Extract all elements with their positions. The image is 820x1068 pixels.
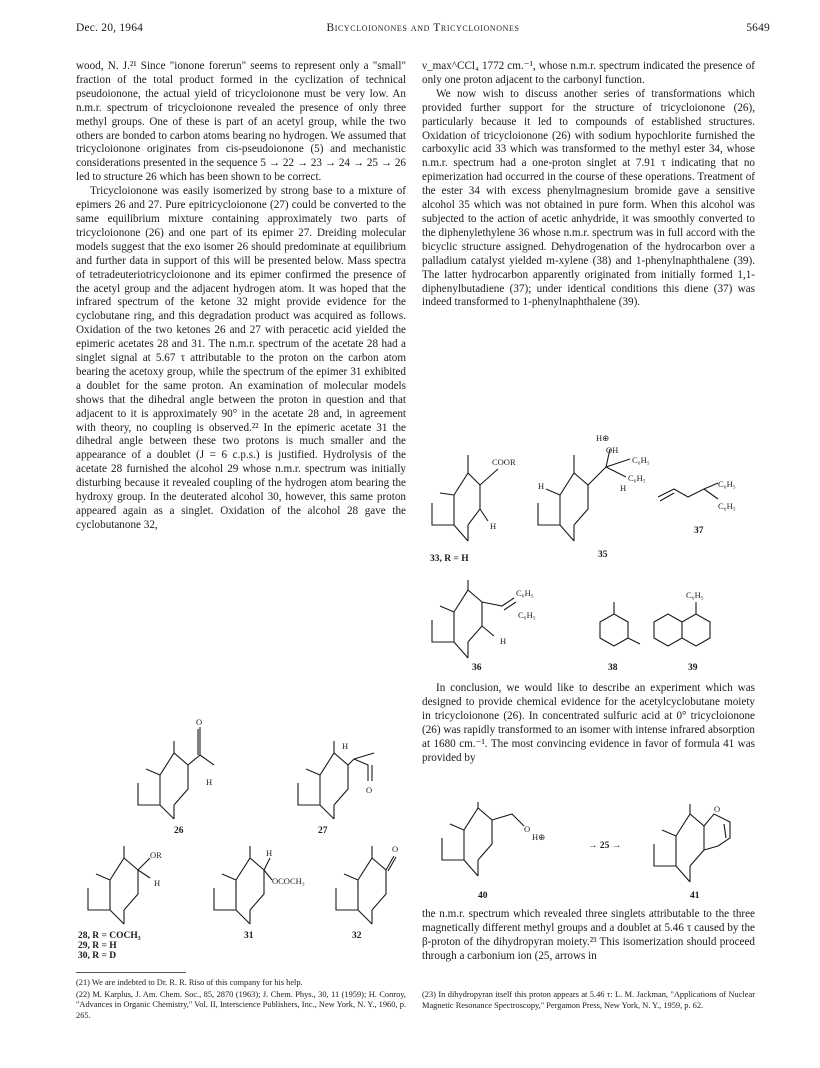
arrow-via-25: → 25 → xyxy=(588,841,622,851)
structure-35 xyxy=(538,433,650,560)
right-paragraph-4: the n.m.r. spectrum which revealed three singlets attributable to the three magnetically different methyl groups and a doublet at 5.46 τ caused by the β-proton of the dihydropyran moiety.²³ This isomerization should proceed through a carbonium ion (25, arrows in xyxy=(422,908,755,962)
label-35: 35 xyxy=(598,550,608,560)
structure-38-m-xylene xyxy=(600,602,640,672)
structure-28-29-30 xyxy=(78,846,162,961)
structure-26 xyxy=(138,717,214,835)
text-o-41: O xyxy=(714,804,721,814)
right-column xyxy=(422,60,755,310)
text-c6h5-a: C₆H₅ xyxy=(632,455,650,465)
text-coor: COOR xyxy=(492,457,516,467)
label-30: 30, R = D xyxy=(78,951,117,961)
text-o-32: O xyxy=(392,844,399,854)
text-h-28: H xyxy=(154,878,161,888)
text-oh: OH xyxy=(606,445,619,455)
text-hplus: H⊕ xyxy=(596,433,610,443)
text-c6h5-g: C₆H₅ xyxy=(686,590,704,600)
text-or: OR xyxy=(150,850,162,860)
footnote-23: (23) In dihydropyran itself this proton appears at 5.46 τ: L. M. Jackman, "Applications of Nuclear Magnetic Resonance Spectroscopy," Pergamon Press, New York, N. Y., 1959, p. 62. xyxy=(422,990,755,1010)
left-paragraph-1: wood, N. J.²¹ Since "ionone forerun" seems to represent only a "small" fraction of the total product formed in the cyclization of technical pseudoionone, the actual yield of tricycloionone must be very low. An n.m.r. spectrum of tricycloionone revealed the presence of only three methyl groups. One of these is part of an acetyl group, while the two others are bonded to carbon atoms bearing no hydrogen. We assumed that tricycloionone originates from cis-pseudoionone (5) and mechanistic considerations presented in the sequence 5 → 22 → 23 → 24 → 25 → 26 led to structure 26 which has been shown to be correct. xyxy=(76,60,406,184)
structure-39-phenylnaphthalene xyxy=(654,590,710,672)
text-hplus-40: H⊕ xyxy=(532,832,546,842)
text-ococh3: OCOCH₃ xyxy=(272,876,305,886)
label-41: 41 xyxy=(690,891,700,901)
right-paragraph-1: ν_max^CCl₄ 1772 cm.⁻¹, whose n.m.r. spectrum indicated the presence of only one proton adjacent to the carbonyl function. xyxy=(422,60,755,86)
label-31: 31 xyxy=(244,931,254,941)
label-33: 33, R = H xyxy=(430,554,469,564)
text-c6h5-c: C₆H₅ xyxy=(718,479,736,489)
label-26: 26 xyxy=(174,826,184,835)
text-c6h5-b: C₆H₅ xyxy=(628,473,646,483)
right-paragraph-3: In conclusion, we would like to describe an experiment which was designed to provide chemical evidence for the acetylcyclobutane moiety in tricycloionone (26). In concentrated sulfuric acid at 0° tricycloionone (26) was rapidly transformed to an isomer with intense infrared absorption at 1680 cm.⁻¹. The most convincing evidence in favor of formula 41 was provided by xyxy=(422,682,755,764)
structure-32 xyxy=(336,844,398,941)
footnote-22: (22) M. Karplus, J. Am. Chem. Soc., 85, 2870 (1963); J. Chem. Phys., 30, 11 (1959); H. Conroy, "Advances in Organic Chemistry," Vol. II, Interscience Publishers, Inc., New York, N. Y., 1960, p. 265. xyxy=(76,989,406,1020)
footnotes-left xyxy=(76,978,406,1022)
label-27: 27 xyxy=(318,826,328,835)
text-h: H xyxy=(490,521,497,531)
figure-structures-40-41 xyxy=(420,802,760,902)
footnote-21: (21) We are indebted to Dr. R. R. Riso of this company for his help. xyxy=(76,978,303,987)
right-column-continued xyxy=(422,908,755,964)
header-title: Bicycloionones and Tricycloionones xyxy=(326,22,520,34)
left-paragraph-2: Tricycloionone was easily isomerized by strong base to a mixture of epimers 26 and 27. Pure epitricycloionone (27) could be converted to the same equilibrium mixture containing approximately two parts of tricycloionone (26) and one part of its epimer 27. Dreiding molecular models suggest that the exo isomer 26 should predominate at equilibrium and further data in support of this will be presented below. Mass spectra of tetradeuteriotricycloionone and its epimer confirmed the presence of the acetyl group and the adjacent hydrogen atom. It was hoped that the infrared spectrum of the ketone 32 might provide evidence for the cyclobutane ring, and this degradation product was acquired as follows. Oxidation of the two ketones 26 and 27 with peracetic acid yielded the epimeric acetates 28 and 31. The n.m.r. spectrum of the acetate 28 had a singlet signal at 5.67 τ attributable to the proton on the carbon atom bearing the acetoxy group, while the spectrum of the epimer 31 exhibited a doublet for the same proton. An examination of molecular models shows that the dihedral angle between the proton in question and that adjacent to it is approximately 90° in the acetate 28 and, in agreement with theory, no coupling is observed.²² In the epimeric acetate 31 the dihedral angle between these two protons is much smaller and the appearance of a doublet (J = 6 c.p.s.) is justified. Hydrolysis of the acetate 28 furnished the alcohol 29 whose n.m.r. spectrum was initially disturbing because it revealed coupling of the hydrogen atom bearing the hydroxy group. In the deuterated alcohol 30, however, this same proton appeared again as a singlet. Oxidation of the alcohol 28 gave the cyclobutanone 32, xyxy=(76,185,406,531)
running-header xyxy=(76,22,770,40)
label-39: 39 xyxy=(688,663,698,672)
structure-36 xyxy=(432,580,536,672)
text-h-36: H xyxy=(500,636,507,646)
structure-31 xyxy=(214,846,305,941)
header-date: Dec. 20, 1964 xyxy=(76,22,144,34)
figure-structures-33-35-37 xyxy=(420,425,760,565)
text-c6h5-f: C₆H₅ xyxy=(518,610,536,620)
right-paragraph-2: We now wish to discuss another series of transformations which provided further support for the structure of tricycloionone (26), particularly because it led to compounds of established structures. Oxidation of tricycloionone (26) with sodium hypochlorite furnished the carboxylic acid 33 which was transformed to the methyl ester 34, whose n.m.r. spectrum had a one-proton singlet at 7.91 τ indicating that no epimerization had occurred in the course of these operations. Treatment of the ester 34 with excess phenylmagnesium bromide gave a sensitive alcohol 35 which was not obtained in pure form. When this alcohol was subjected to the action of acetic anhydride, it was smoothly converted to the diphenylethylene 36 whose n.m.r. spectrum was in full accord with the bicyclic structure assigned. Dehydrogenation of the hydrocarbon over a palladium catalyst yielded m-xylene (38) and 1-phenylnaphthalene (39). The latter hydrocarbon apparently originated from initially formed 1,1-diphenylbutadiene (37); under identical conditions this diene (37) was indeed transformed to 1-phenylnaphthalene (39). xyxy=(422,87,755,309)
figure-structures-36-38-39 xyxy=(420,578,760,672)
footnotes-right xyxy=(422,990,755,1012)
text-c6h5-d: C₆H₅ xyxy=(718,501,736,511)
figure-structures-28-32 xyxy=(76,836,416,964)
text-h-26: H xyxy=(206,777,213,787)
text-o-40: O xyxy=(524,824,531,834)
label-36: 36 xyxy=(472,663,482,672)
label-37: 37 xyxy=(694,526,704,536)
text-c6h5-e: C₆H₅ xyxy=(516,588,534,598)
right-column-conclusion xyxy=(422,682,755,765)
structure-33-34 xyxy=(430,455,516,564)
text-h-left: H xyxy=(538,481,545,491)
label-29: 29, R = H xyxy=(78,941,117,951)
label-38: 38 xyxy=(608,663,618,672)
footnote-rule-left xyxy=(76,972,186,973)
left-column xyxy=(76,60,406,533)
label-32: 32 xyxy=(352,931,362,941)
text-o-26: O xyxy=(196,717,203,727)
page-number: 5649 xyxy=(746,22,770,34)
text-h-right: H xyxy=(620,483,627,493)
structure-27 xyxy=(298,741,374,835)
label-28: 28, R = COCH₃ xyxy=(78,931,141,941)
structure-41 xyxy=(654,804,730,901)
figure-structures-26-27 xyxy=(90,715,410,835)
structure-40 xyxy=(442,802,545,901)
text-h-27: H xyxy=(342,741,349,751)
structure-37 xyxy=(658,479,736,536)
label-40: 40 xyxy=(478,891,488,901)
text-o-27: O xyxy=(366,785,373,795)
text-h-31: H xyxy=(266,848,273,858)
